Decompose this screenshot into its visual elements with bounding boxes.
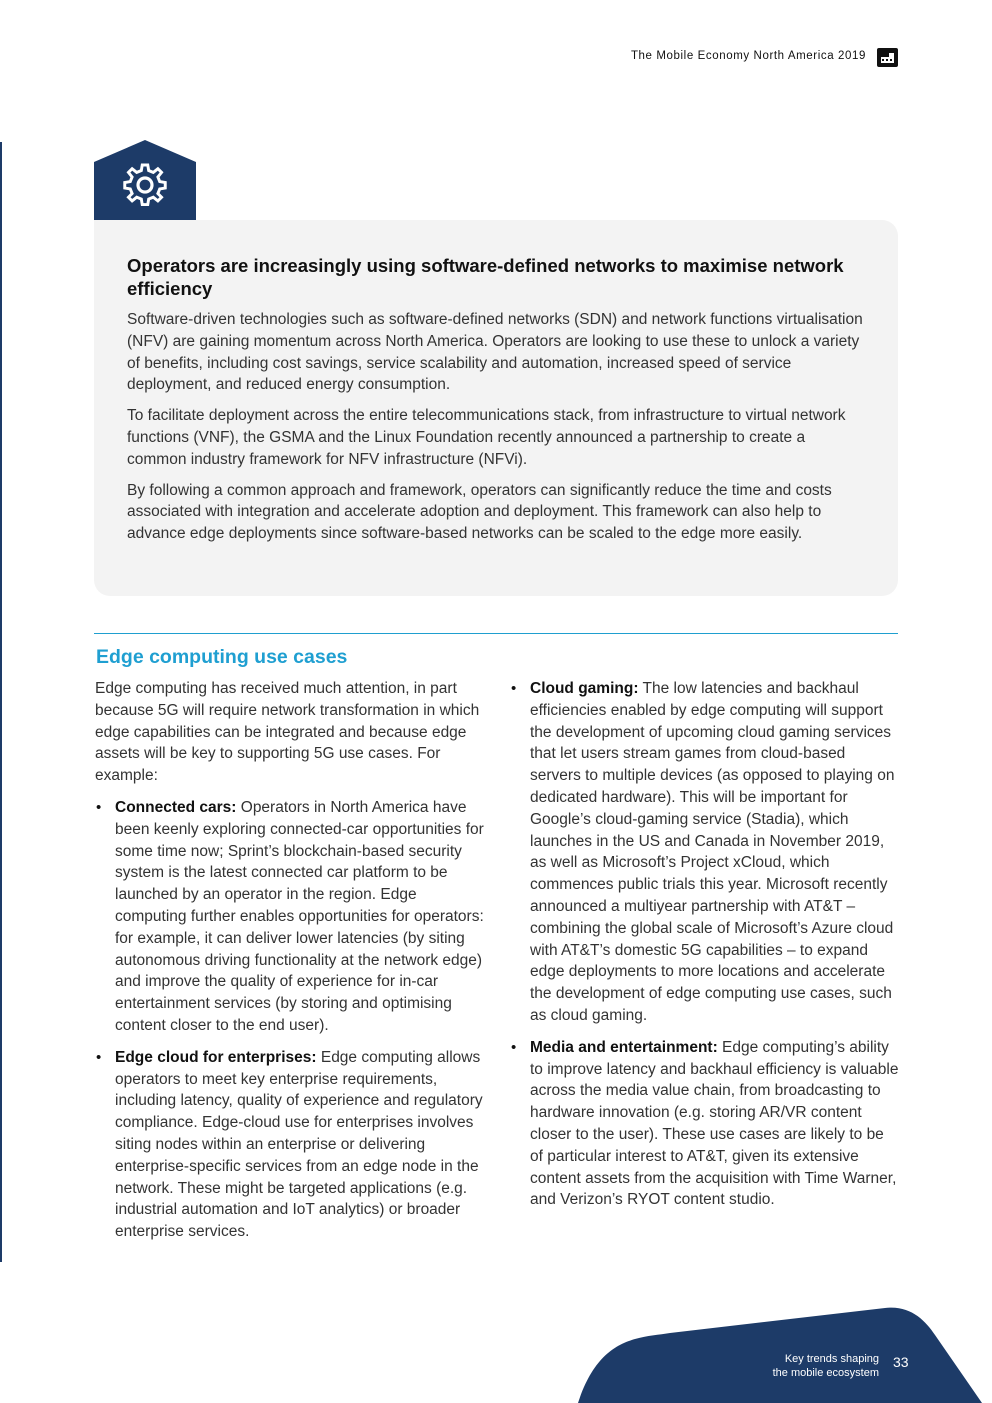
footer-label-line: Key trends shaping xyxy=(784,1353,879,1365)
callout-tab xyxy=(94,140,196,220)
right-column xyxy=(510,678,900,1221)
section-heading: Edge computing use cases xyxy=(96,646,348,668)
bullet-title: Media and entertainment: xyxy=(530,1038,718,1056)
page-edge-rule xyxy=(0,142,2,1262)
bullet-item-media-entertainment xyxy=(510,1037,900,1211)
bullet-text: Edge computing allows operators to meet key enterprise requirements, including latency, quality of experience and regulatory compliance. Edge-cloud use for enterprises involves siting nodes within an enterprise or delivering enterprise-specific services from an edge node in the network. These might be targeted applications (e.g. industrial automation and IoT analytics) or broader enterprise services. xyxy=(115,1048,483,1241)
bullet-item-edge-cloud xyxy=(95,1047,487,1243)
callout-paragraph: Software-driven technologies such as software-defined networks (SDN) and network functions virtualisation (NFV) are gaining momentum across North America. Operators are looking to use these to unlock a variety of benefits, including cost savings, service scalability and automation, increased speed of service deployment, and reduced energy consumption. xyxy=(127,311,863,394)
footer-label-line: the mobile ecosystem xyxy=(772,1366,879,1379)
bullet-title: Connected cars: xyxy=(115,798,237,816)
report-icon xyxy=(877,48,898,67)
bullet-text: The low latencies and backhaul efficiencies enabled by edge computing will support the development of upcoming cloud gaming services that let users stream games from cloud-based servers to multiple devices (as opposed to playing on dedicated hardware). This will be important for Google’s cloud-gaming service (Stadia), which launches in the US and Canada in November 2019, as well as Microsoft’s Project xCloud, which commences public trials this year. Microsoft recently announced a multiyear partnership with AT&T – combining the global scale of Microsoft’s Azure cloud with AT&T’s domestic 5G capabilities – to expand edge deployments to more locations and accelerate the development of edge computing use cases, such as cloud gaming. xyxy=(530,680,895,1024)
section-divider xyxy=(94,633,898,634)
left-column xyxy=(95,678,487,1253)
bullet-glyph: • xyxy=(511,1038,517,1056)
page-number: 33 xyxy=(893,1354,909,1370)
bullet-text: Edge computing’s ability to improve latency and backhaul efficiency is valuable across the media value chain, from broadcasting to hardware innovation (e.g. storing AR/VR content closer to the user). These use cases are likely to be of particular interest to AT&T, given its extensive content assets from the acquisition with Time Warner, and Verizon’s RYOT content studio. xyxy=(530,1038,899,1209)
callout-heading: Operators are increasingly using software-defined networks to maximise network efficiency xyxy=(127,255,844,299)
bullet-glyph: • xyxy=(96,1048,102,1066)
bullet-item-cloud-gaming xyxy=(510,678,900,1027)
callout-paragraph: By following a common approach and framework, operators can significantly reduce the time and costs associated with integration and accelerate adoption and deployment. This framework can also help to advance edge deployments since software-based networks can be scaled to the edge more easily. xyxy=(127,481,832,543)
footer-banner xyxy=(570,1300,992,1403)
section-intro: Edge computing has received much attention, in part because 5G will require network transformation in which edge capabilities can be integrated and because edge assets will be key to supporting 5G use cases. For example: xyxy=(95,680,480,785)
running-header-title: The Mobile Economy North America 2019 xyxy=(630,50,866,62)
bullet-title: Cloud gaming: xyxy=(530,680,639,697)
bullet-text: Operators in North America have been keenly exploring connected-car opportunities for some time now; Sprint’s blockchain-based security system is the latest connected car platform to be launched by an operator in the region. Edge computing further enables opportunities for operators: for example, it can deliver lower latencies (by siting autonomous driving functionality at the network edge) and improve the quality of experience for in-car entertainment services (by storing and optimising content closer to the end user). xyxy=(115,798,484,1034)
bullet-list xyxy=(95,797,487,1243)
bullet-glyph: • xyxy=(96,798,102,816)
callout-box xyxy=(94,220,898,596)
callout-paragraph: To facilitate deployment across the entire telecommunications stack, from infrastructure to virtual network functions (VNF), the GSMA and the Linux Foundation recently announced a partnership to create a common industry framework for NFV infrastructure (NFVi). xyxy=(127,407,846,468)
footer-section-label xyxy=(719,1353,879,1380)
bullet-glyph: • xyxy=(511,680,517,697)
bullet-list xyxy=(510,678,900,1211)
bullet-title: Edge cloud for enterprises: xyxy=(115,1048,317,1066)
bullet-item-connected-cars xyxy=(95,797,487,1037)
